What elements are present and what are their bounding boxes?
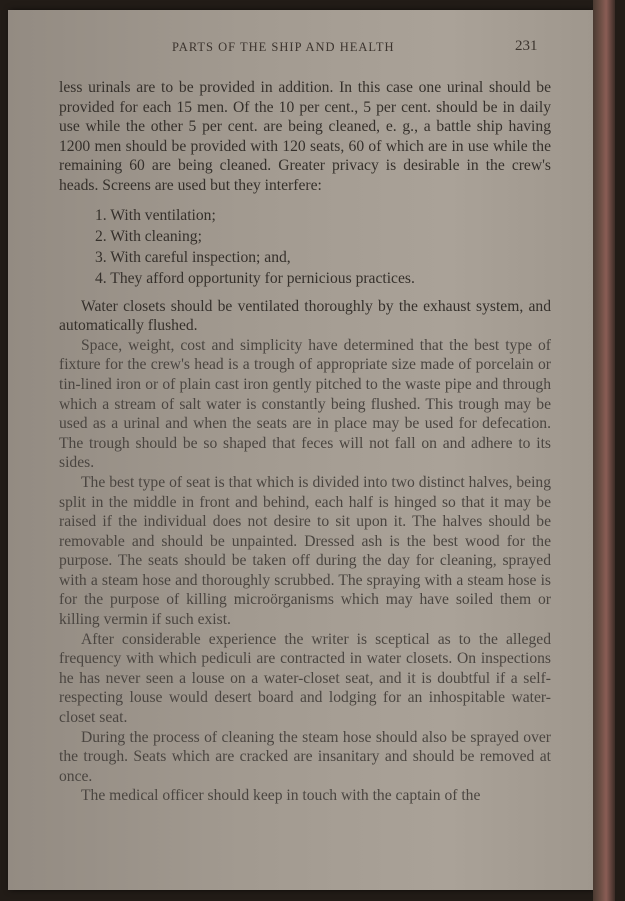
book-page [8, 10, 593, 890]
body-text [59, 78, 551, 806]
paragraph: The best type of seat is that which is divided into two distinct halves, being split in the middle in front and behind, each half is hinged so that it may be raised if the individual does not desire to sit upon it. The halves should be removable and should be unpainted. Dressed ash is the best wood for the purpose. The seats should be taken off during the day for cleaning, sprayed with a steam hose and thoroughly scrubbed. The spraying with a steam hose is for the purpose of killing microörganisms which may have soiled them or killing vermin if such exist. [59, 473, 551, 629]
paragraph: Water closets should be ventilated thoroughly by the exhaust system, and automatically flushed. [59, 297, 551, 335]
list-item: 1. With ventilation; [95, 206, 216, 224]
running-head: PARTS OF THE SHIP AND HEALTH [172, 40, 395, 54]
page-edge [593, 0, 615, 901]
page-number: 231 [515, 38, 538, 54]
list-item: 2. With cleaning; [95, 227, 202, 245]
list-item: 3. With careful inspection; and, [95, 248, 291, 266]
list-item: 4. They afford opportunity for pernicious practices. [95, 269, 415, 287]
paragraph: Space, weight, cost and simplicity have determined that the best type of fixture for the crew's head is a trough of appropriate size made of porcelain or tin-lined iron or of plain cast iron gently pitched to the waste pipe and through which a stream of salt water is constantly being flushed. This trough may be used as a urinal and when the seats are in place may be used for defecation. The trough should be so shaped that feces will not fall on and adhere to its sides. [59, 336, 551, 472]
page-header [8, 40, 593, 60]
paragraph: After considerable experience the writer is sceptical as to the alleged frequency with which pediculi are contracted in water closets. On inspections he has never seen a louse on a water-closet seat, and it is doubtful if a self-respecting louse would desert board and lodging for an inhospitable water-closet seat. [59, 630, 551, 727]
paragraph: less urinals are to be provided in addition. In this case one urinal should be provided for each 15 men. Of the 10 per cent., 5 per cent. should be in daily use while the other 5 per cent. are being cleaned, e. g., a battle ship having 1200 men should be provided with 120 seats, 60 of which are in use while the remaining 60 are being cleaned. Greater privacy is desirable in the crew's heads. Screens are used but they interfere: [59, 79, 551, 194]
paragraph: During the process of cleaning the steam hose should also be sprayed over the trough. Seats which are cracked are insanitary and should be removed at once. [59, 728, 551, 785]
paragraph: The medical officer should keep in touch with the captain of the [81, 787, 481, 805]
numbered-list [59, 205, 551, 289]
